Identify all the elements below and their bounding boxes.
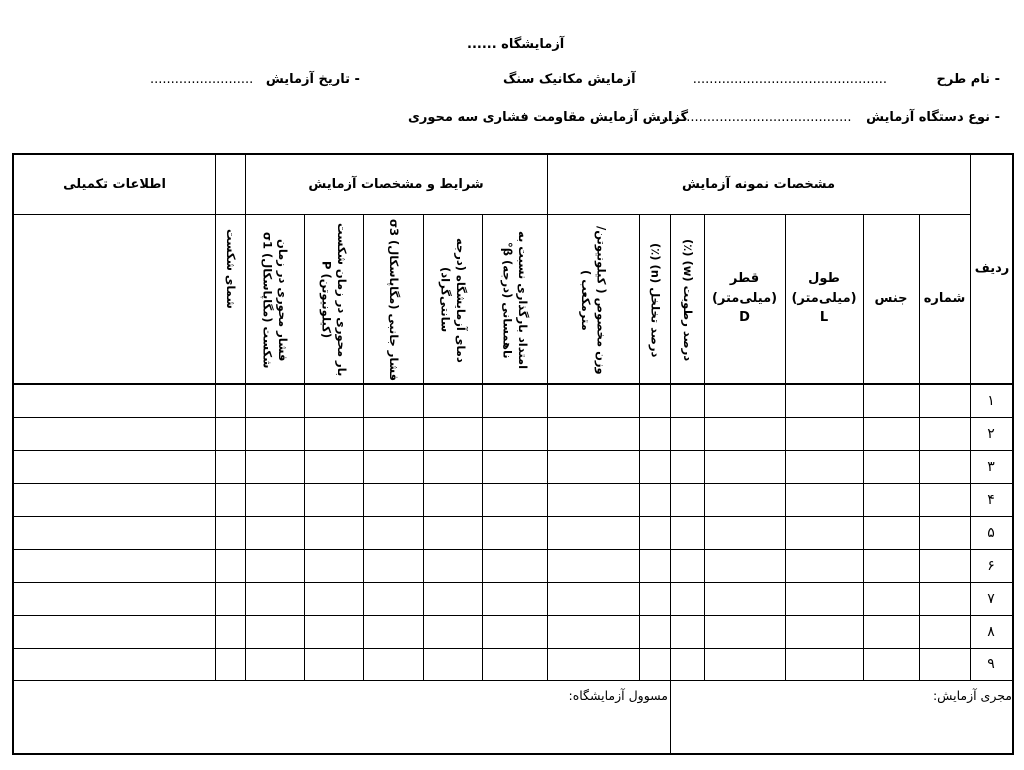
- executor-signature-label: مجری آزمایش:: [932, 688, 1012, 703]
- test-date-label: - تاریخ آزمایش: [265, 72, 360, 87]
- lab-manager-signature-label: مسوول آزمایشگاه:: [568, 688, 668, 703]
- row-number: ۸: [987, 623, 995, 640]
- col-length: [785, 214, 863, 383]
- col-lab-temperature: دمای آزمایشگاه (درجه سانتی‌گراد): [438, 237, 469, 363]
- project-name-dots: ...............................................: [692, 72, 888, 87]
- col-length-label: طول: [808, 271, 840, 287]
- device-type-dots: ...............................................: [657, 110, 852, 125]
- project-name-field: [693, 72, 1000, 87]
- report-title: گزارش آزمایش مقاومت فشاری سه محوری: [408, 110, 689, 125]
- col-diameter: [704, 214, 785, 383]
- lab-name: آزمایشگاه ......: [467, 37, 565, 52]
- col-number: شماره: [923, 290, 966, 306]
- col-material: جنس: [874, 290, 908, 306]
- device-type-field: [657, 110, 1000, 125]
- col-length-unit: (میلی‌متر): [791, 290, 857, 306]
- test-date-dots: .........................: [150, 72, 254, 87]
- col-confining-pressure: فشار جانبی (مگاپاسکال) σ3: [386, 219, 401, 381]
- col-porosity: درصد تخلخل (n) (٪): [648, 242, 663, 358]
- test-report-table: [12, 153, 1014, 755]
- test-date-field: [150, 72, 360, 87]
- col-moisture: درصد رطوبت (w) (٪): [680, 238, 695, 362]
- row-number: ۹: [987, 656, 995, 672]
- project-name-label: - نام طرح: [936, 72, 1000, 87]
- col-axial-stress: فشار محوری در زمان شکست (مگاپاسکال) σ1: [260, 231, 291, 369]
- specimen-group-header: مشخصات نمونه آزمایش: [681, 176, 836, 192]
- col-unit-weight: وزن مخصوص ( کیلونیوتن/مترمکعب ): [579, 225, 609, 375]
- row-number-header: ردیف: [974, 261, 1010, 277]
- row-number: ۵: [987, 524, 995, 541]
- col-length-symbol: L: [819, 310, 829, 326]
- row-number: ۲: [987, 425, 995, 442]
- row-number: ۱: [987, 392, 995, 409]
- col-anisotropy-angle: امتداد بارگذاری نسبت به ناهمسانی (درجه) β°: [500, 230, 531, 370]
- col-diameter-label: قطر: [729, 271, 760, 287]
- extra-info-header: اطلاعات تکمیلی: [63, 176, 166, 192]
- col-failure-sketch: شمای شکست: [223, 229, 238, 309]
- test-title: آزمایش مکانیک سنگ: [503, 72, 636, 87]
- row-number: ۳: [987, 458, 995, 475]
- col-axial-load: بار محوری در زمان شکست (کیلونیوتن) P: [319, 223, 350, 377]
- row-number: ۶: [987, 557, 995, 574]
- col-diameter-unit: (میلی‌متر): [711, 290, 778, 306]
- row-number: ۷: [987, 590, 995, 607]
- row-number: ۴: [987, 491, 995, 508]
- col-diameter-symbol: D: [739, 310, 750, 326]
- device-type-label: - نوع دستگاه آزمایش: [866, 110, 1000, 125]
- conditions-group-header: شرایط و مشخصات آزمایش: [308, 176, 484, 192]
